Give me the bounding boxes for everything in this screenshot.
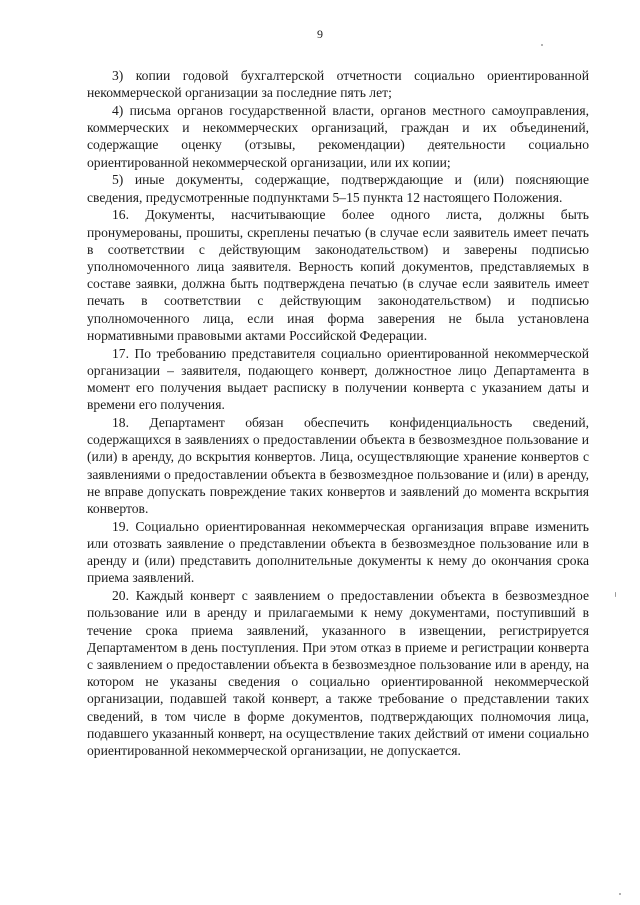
page-number: 9 [317, 27, 323, 41]
list-item-4-letters: 4) письма органов государственной власти, органов местного самоуправления, коммерческих и некоммерческих организаций, граждан и их объединений, содержащие оценку (отзывы, рекомендации) деятельности социально ориентированной некоммерческой организации, или их копии; [87, 103, 589, 170]
list-item-3-annual-reports: 3) копии годовой бухгалтерской отчетности социально ориентированной некоммерческой организации за последние пять лет; [87, 68, 589, 101]
scan-speck [615, 592, 616, 597]
list-item-5-other-documents: 5) иные документы, содержащие, подтверждающие и (или) поясняющие сведения, предусмотренные подпунктами 5–15 пункта 12 настоящего Положения. [87, 172, 589, 205]
scan-speck [541, 44, 543, 46]
scan-speck [619, 893, 621, 895]
clause-20-registration: 20. Каждый конверт с заявлением о предоставлении объекта в безвозмездное пользование или в аренду и прилагаемыми к нему документами, поступивший в течение срока приема заявлений, указанного в извещении, регистрируется Департаментом в день поступления. При этом отказ в приеме и регистрации конверта с заявлением о предоставлении объекта в безвозмездное пользование или в аренду, на котором не указаны сведения о социально ориентированной некоммерческой организации, подавшей такой конверт, а также требование о представлении таких сведений, в том числе в форме документов, подтверждающих полномочия лица, подавшего указанный конверт, на осуществление таких действий от имени социально ориентированной некоммерческой организации, не допускается. [87, 588, 589, 759]
clause-19-withdrawal: 19. Социально ориентированная некоммерческая организация вправе изменить или отозвать заявление о представлении объекта в безвозмездное пользование или в аренду и (или) представить дополнительные документы к нему до окончания срока приема заявлений. [87, 518, 589, 586]
clause-17-receipt: 17. По требованию представителя социально ориентированной некоммерческой организации – заявителя, подающего конверт, должностное лицо Департамента в момент его получения выдает расписку в получении конверта с указанием даты и времени его получения. [87, 345, 589, 413]
document-body [87, 67, 589, 759]
clause-16-documents-binding: 16. Документы, насчитывающие более одного листа, должны быть пронумерованы, прошиты, скреплены печатью (в случае если заявитель имеет печать в соответствии с действующим законодательством) и заверены подписью уполномоченного лица заявителя. Верность копий документов, представляемых в составе заявки, должна быть подтверждена печатью (в случае если заявитель имеет печать в соответствии с действующим законодательством) и подписью уполномоченного лица, если иная форма заверения не была установлена нормативными правовыми актами Российской Федерации. [87, 207, 589, 343]
clause-18-confidentiality: 18. Департамент обязан обеспечить конфиденциальность сведений, содержащихся в заявлениях о предоставлении объекта в безвозмездное пользование и (или) в аренду, до вскрытия конвертов. Лица, осуществляющие хранение конвертов с заявлениями о предоставлении объекта в безвозмездное пользование и (или) в аренду, не вправе допускать повреждение таких конвертов и заявлений до момента вскрытия конвертов. [87, 415, 589, 517]
